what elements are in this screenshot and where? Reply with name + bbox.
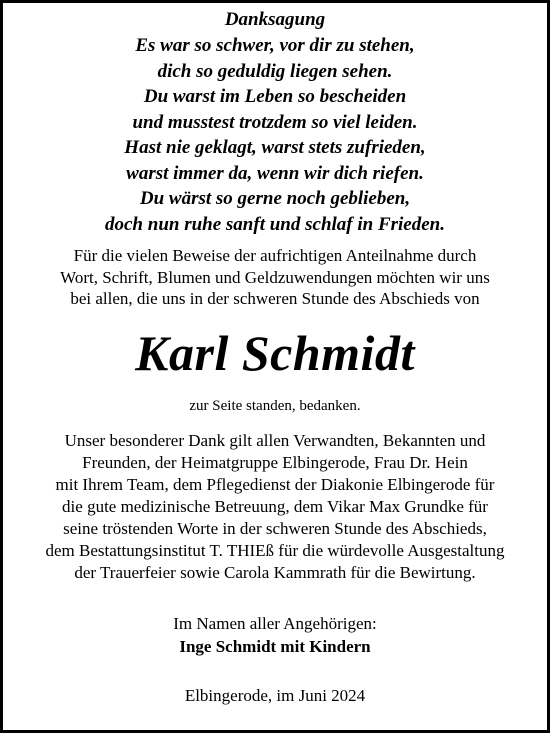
poem-line: warst immer da, wenn wir dich riefen. bbox=[126, 162, 424, 184]
poem-line: Du warst im Leben so bescheiden bbox=[143, 86, 407, 107]
thanks-line: Unser besonderer Dank gilt allen Verwandten, Bekannten und bbox=[64, 430, 486, 450]
after-name-text: zur Seite standen, bedanken. bbox=[189, 397, 361, 414]
poem-line: Hast nie geklagt, warst stets zufrieden, bbox=[124, 137, 426, 158]
thanks-line: Freunden, der Heimatgruppe Elbingerode, Frau Dr. Hein bbox=[82, 452, 468, 472]
poem-line: doch nun ruhe sanft und schlaf in Frieden. bbox=[105, 213, 445, 235]
poem bbox=[17, 33, 533, 237]
intro-paragraph bbox=[17, 245, 533, 310]
poem-line: Es war so schwer, vor dir zu stehen, bbox=[135, 35, 415, 56]
signer: Inge Schmidt mit Kindern bbox=[179, 636, 371, 656]
thanks-line: der Trauerfeier sowie Carola Kammrath für die Bewirtung. bbox=[74, 562, 476, 582]
deceased-name: Karl Schmidt bbox=[135, 324, 415, 381]
heading: Danksagung bbox=[224, 9, 326, 30]
intro-line: Für die vielen Beweise der aufrichtigen Anteilnahme durch bbox=[73, 246, 477, 265]
poem-line: dich so geduldig liegen sehen. bbox=[157, 60, 393, 82]
thanks-line: die gute medizinische Betreuung, dem Vikar Max Grundke für bbox=[62, 496, 488, 516]
thanks-paragraph bbox=[17, 430, 533, 584]
poem-line: und musstest trotzdem so viel leiden. bbox=[132, 111, 418, 133]
intro-line: bei allen, die uns in der schweren Stunde des Abschieds von bbox=[70, 289, 480, 308]
closing bbox=[17, 612, 533, 658]
thanks-line: dem Bestattungsinstitut T. THIEß für die würdevolle Ausgestaltung bbox=[45, 540, 505, 560]
poem-line: Du wärst so gerne noch geblieben, bbox=[139, 188, 411, 209]
thanks-line: mit Ihrem Team, dem Pflegedienst der Diakonie Elbingerode für bbox=[55, 474, 495, 494]
place-date: Elbingerode, im Juni 2024 bbox=[184, 685, 366, 705]
thanks-line: seine tröstenden Worte in der schweren Stunde des Abschieds, bbox=[63, 518, 487, 538]
closing-line: Im Namen aller Angehörigen: bbox=[173, 613, 377, 633]
intro-line: Wort, Schrift, Blumen und Geldzuwendungen möchten wir uns bbox=[60, 267, 490, 287]
